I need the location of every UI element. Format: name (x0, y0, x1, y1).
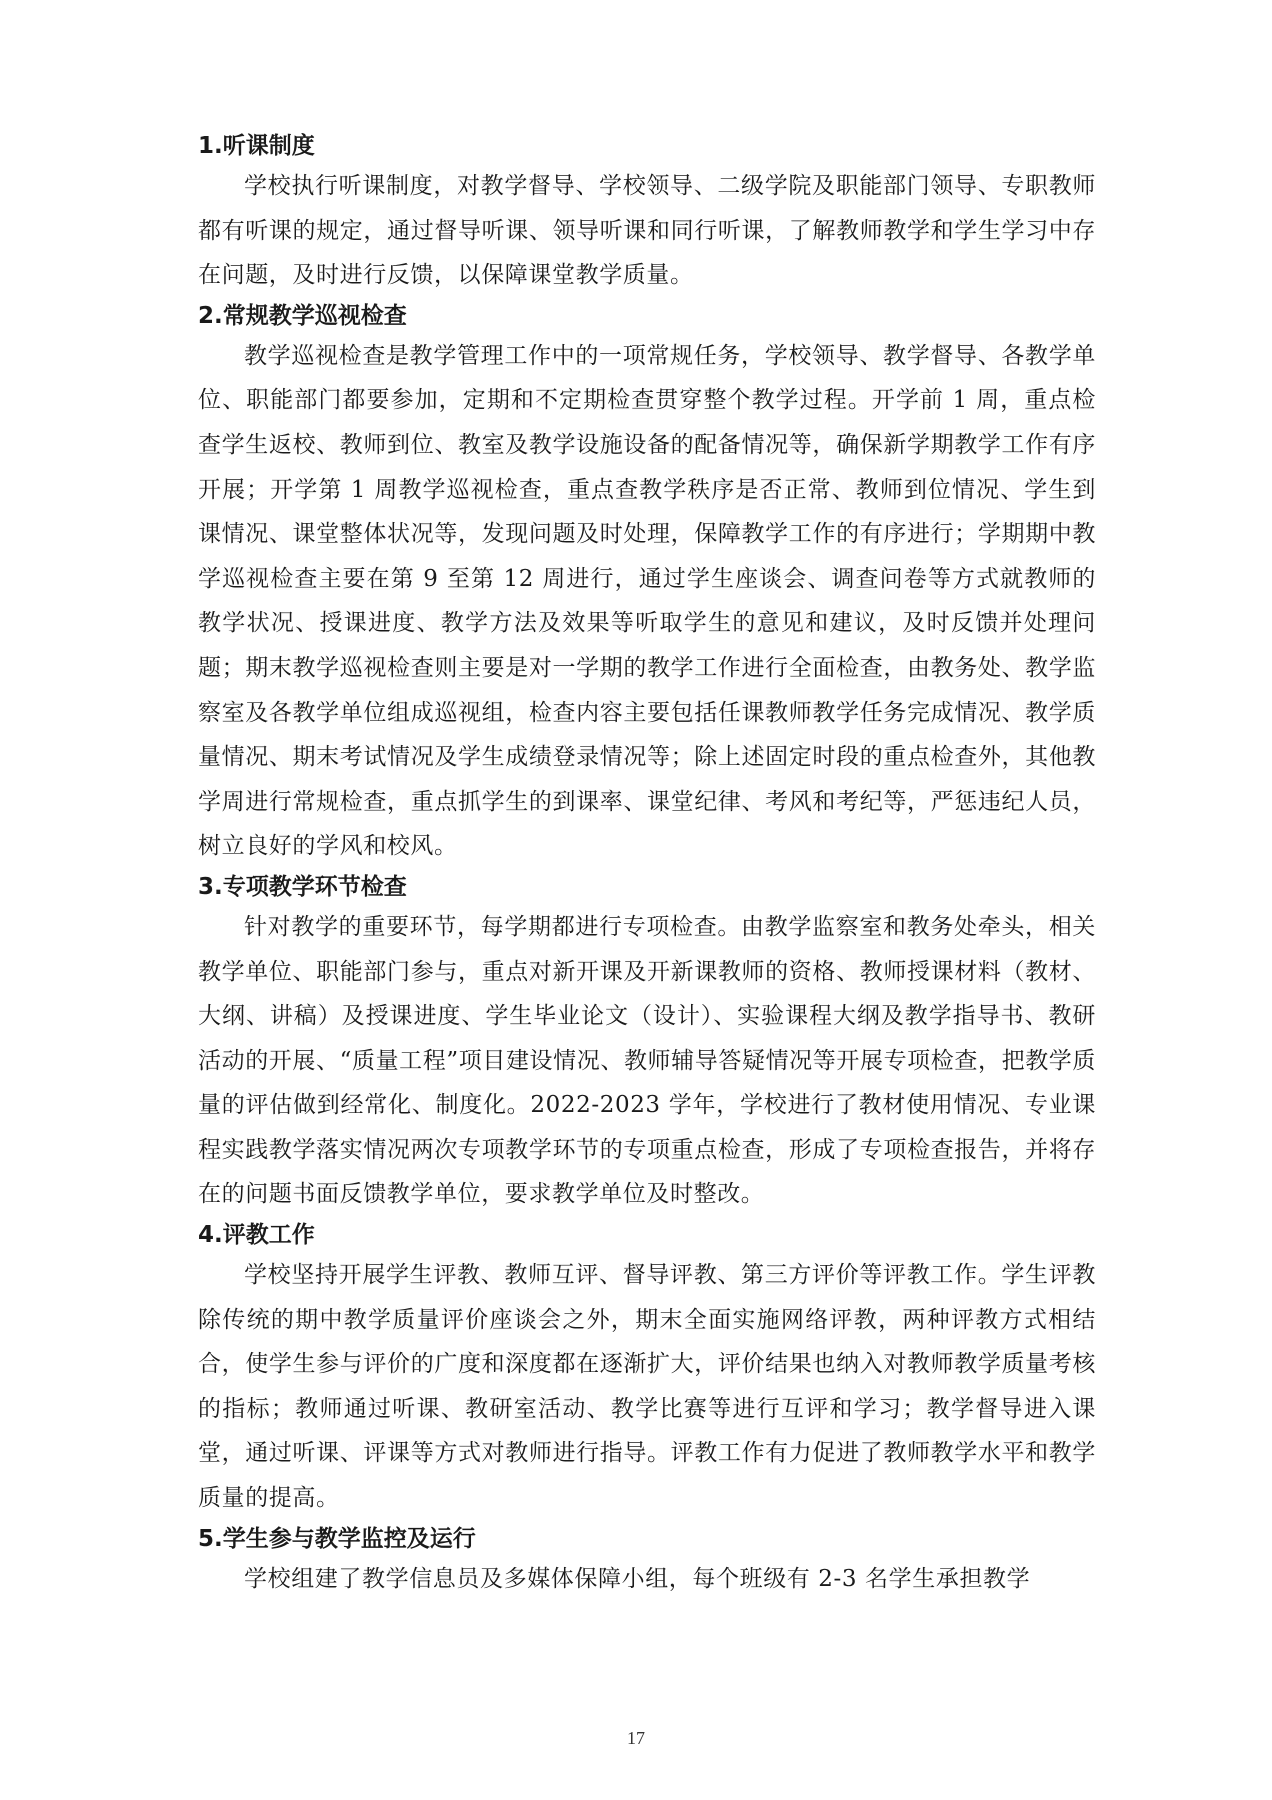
section-paragraph: 针对教学的重要环节，每学期都进行专项检查。由教学监察室和教务处牵头，相关教学单位、职能部门参与，重点对新开课及开新课教师的资格、教师授课材料（教材、大纲、讲稿）及授课进度、学生毕业论文（设计）、实验课程大纲及教学指导书、教研活动的开展、“质量工程”项目建设情况、教师辅导答疑情况等开展专项检查，把教学质量的评估做到经常化、制度化。2022-2023 学年，学校进行了教材使用情况、专业课程实践教学落实情况两次专项教学环节的专项重点检查，形成了专项检查报告，并将存在的问题书面反馈教学单位，要求教学单位及时整改。 (198, 913, 1096, 1208)
page-content (198, 128, 1096, 1601)
section-4 (198, 1217, 1096, 1521)
section-heading: 4.评教工作 (198, 1222, 315, 1249)
section-heading: 2.常规教学巡视检查 (198, 302, 407, 329)
section-heading: 3.专项教学环节检查 (198, 873, 407, 900)
page-number: 17 (627, 1728, 645, 1748)
section-heading: 1.听课制度 (198, 133, 315, 159)
section-paragraph: 学校坚持开展学生评教、教师互评、督导评教、第三方评价等评教工作。学生评教除传统的期中教学质量评价座谈会之外，期末全面实施网络评教，两种评教方式相结合，使学生参与评价的广度和深度都在逐渐扩大，评价结果也纳入对教师教学质量考核的指标；教师通过听课、教研室活动、教学比赛等进行互评和学习；教学督导进入课堂，通过听课、评课等方式对教师进行指导。评教工作有力促进了教师教学水平和教学质量的提高。 (198, 1262, 1096, 1512)
section-paragraph: 教学巡视检查是教学管理工作中的一项常规任务，学校领导、教学督导、各教学单位、职能部门都要参加，定期和不定期检查贯穿整个教学过程。开学前 1 周，重点检查学生返校、教师到位、教室及教学设施设备的配备情况等，确保新学期教学工作有序开展；开学第 1 周教学巡视检查，重点查教学秩序是否正常、教师到位情况、学生到课情况、课堂整体状况等，发现问题及时处理，保障教学工作的有序进行；学期期中教学巡视检查主要在第 9 至第 12 周进行，通过学生座谈会、调查问卷等方式就教师的教学状况、授课进度、教学方法及效果等听取学生的意见和建议，及时反馈并处理问题；期末教学巡视检查则主要是对一学期的教学工作进行全面检查，由教务处、教学监察室及各教学单位组成巡视组，检查内容主要包括任课教师教学任务完成情况、教学质量情况、期末考试情况及学生成绩登录情况等；除上述固定时段的重点检查外，其他教学周进行常规检查，重点抓学生的到课率、课堂纪律、考风和考纪等，严惩违纪人员，树立良好的学风和校风。 (198, 342, 1096, 860)
section-3 (198, 869, 1096, 1217)
section-2 (198, 298, 1096, 869)
section-1 (198, 128, 1096, 298)
section-5 (198, 1521, 1096, 1602)
section-heading: 5.学生参与教学监控及运行 (198, 1525, 476, 1552)
section-paragraph: 学校组建了教学信息员及多媒体保障小组，每个班级有 2-3 名学生承担教学 (244, 1565, 1031, 1592)
section-paragraph: 学校执行听课制度，对教学督导、学校领导、二级学院及职能部门领导、专职教师都有听课的规定，通过督导听课、领导听课和同行听课，了解教师教学和学生学习中存在问题，及时进行反馈，以保障课堂教学质量。 (198, 173, 1096, 289)
